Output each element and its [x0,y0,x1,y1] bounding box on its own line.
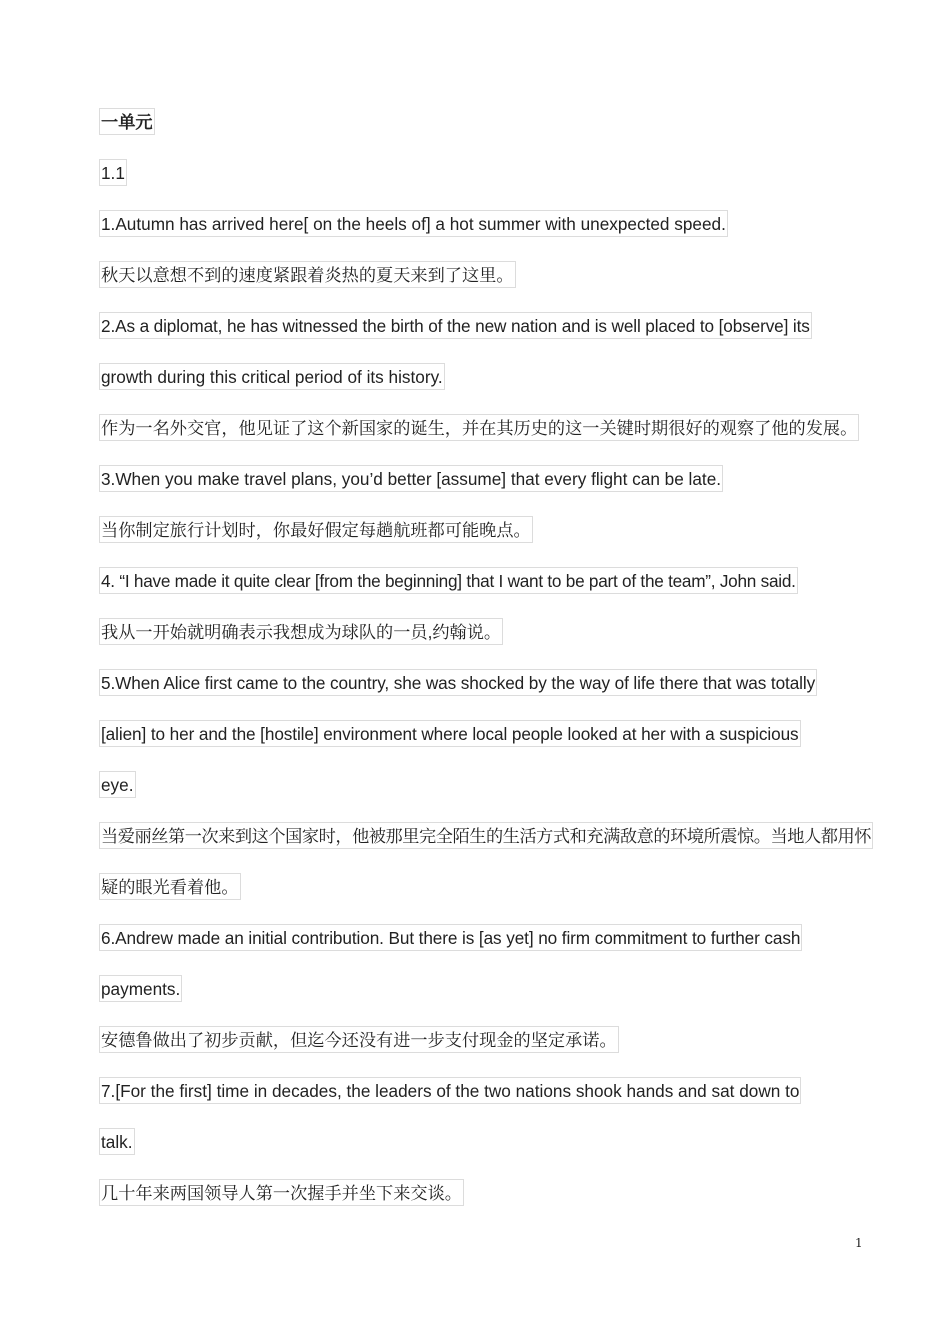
sentence-4-en: 4. “I have made it quite clear [from the beginning] that I want to be part of the team”, John said. [99,567,798,594]
sentence-5-zh-part1: 当爱丽丝第一次来到这个国家时，他被那里完全陌生的生活方式和充满敌意的环境所震惊。当地人都用怀 [99,822,873,849]
document-body [99,108,889,1230]
page-number: 1 [855,1236,863,1250]
sentence-3-zh: 当你制定旅行计划时，你最好假定每趟航班都可能晚点。 [99,516,533,543]
sentence-2-en-part2: growth during this critical period of its history. [99,363,445,390]
sentence-2-zh: 作为一名外交官，他见证了这个新国家的诞生，并在其历史的这一关键时期很好的观察了他的发展。 [99,414,859,441]
sentence-3-en: 3.When you make travel plans, you’d better [assume] that every flight can be late. [99,465,723,492]
text-line [99,720,889,771]
sentence-2-en-part1: 2.As a diplomat, he has witnessed the birth of the new nation and is well placed to [observe] its [99,312,812,339]
text-line [99,924,889,975]
text-line [99,1128,889,1179]
text-line [99,771,889,822]
text-line [99,363,889,414]
unit-heading: 一单元 [99,108,155,135]
text-line [99,618,889,669]
sentence-5-en-part1: 5.When Alice first came to the country, she was shocked by the way of life there that was totally [99,669,817,696]
section-number: 1.1 [99,159,127,186]
sentence-1-en: 1.Autumn has arrived here[ on the heels of] a hot summer with unexpected speed. [99,210,728,237]
text-line [99,669,889,720]
sentence-6-en-part2: payments. [99,975,182,1002]
sentence-6-en-part1: 6.Andrew made an initial contribution. But there is [as yet] no firm commitment to further cash [99,924,802,951]
text-line [99,1077,889,1128]
text-line [99,1179,889,1230]
text-line [99,261,889,312]
sentence-5-zh-part2: 疑的眼光看着他。 [99,873,241,900]
sentence-5-en-part2: [alien] to her and the [hostile] environment where local people looked at her with a suspicious [99,720,801,747]
sentence-5-en-part3: eye. [99,771,136,798]
text-line [99,312,889,363]
text-line [99,873,889,924]
sentence-7-en-part1: 7.[For the first] time in decades, the leaders of the two nations shook hands and sat down to [99,1077,801,1104]
sentence-7-zh: 几十年来两国领导人第一次握手并坐下来交谈。 [99,1179,464,1206]
sentence-7-en-part2: talk. [99,1128,135,1155]
text-line [99,975,889,1026]
heading-line [99,108,889,159]
text-line [99,465,889,516]
section-line [99,159,889,210]
text-line [99,414,889,465]
text-line [99,822,889,873]
text-line [99,567,889,618]
sentence-6-zh: 安德鲁做出了初步贡献，但迄今还没有进一步支付现金的坚定承诺。 [99,1026,619,1053]
text-line [99,210,889,261]
sentence-1-zh: 秋天以意想不到的速度紧跟着炎热的夏天来到了这里。 [99,261,516,288]
text-line [99,516,889,567]
sentence-4-zh: 我从一开始就明确表示我想成为球队的一员,约翰说。 [99,618,503,645]
text-line [99,1026,889,1077]
